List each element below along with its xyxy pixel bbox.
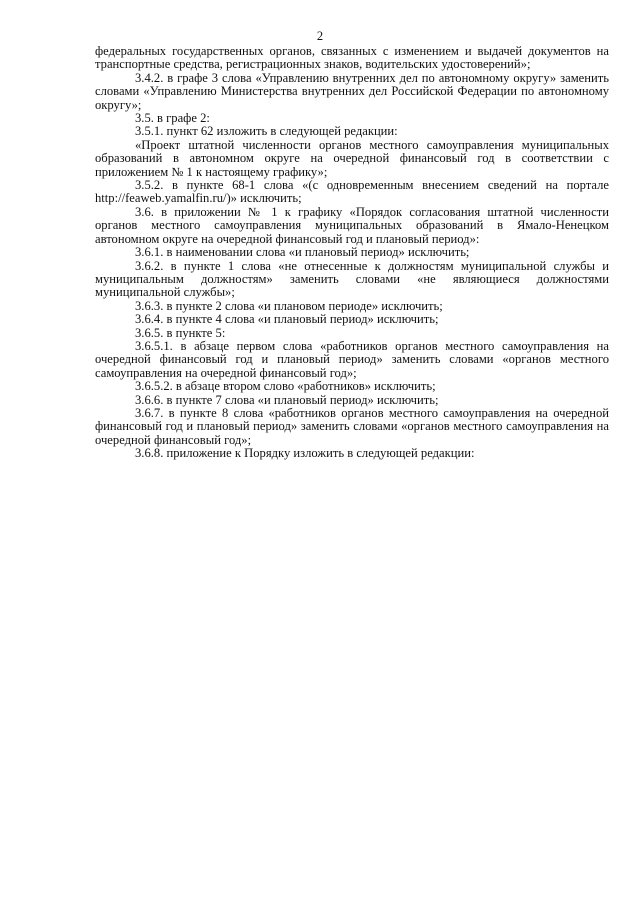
paragraph-3-6-6: 3.6.6. в пункте 7 слова «и плановый период» исключить; <box>135 392 439 407</box>
paragraph-3-5: 3.5. в графе 2: <box>135 111 210 126</box>
paragraph-3-6-7: 3.6.7. в пункте 8 слова «работников органов местного самоуправления на очередной финансовый год и плановый период» заменить словами «органов местного самоуправления на очередной финансовый год»; <box>95 405 609 447</box>
paragraph-3-6-5: 3.6.5. в пункте 5: <box>135 325 226 340</box>
paragraph-3-6-1: 3.6.1. в наименовании слова «и плановый период» исключить; <box>135 245 470 260</box>
paragraph-3-5-2: 3.5.2. в пункте 68-1 слова «(с одновременным внесением сведений на портале http://feaweb.yamalfin.ru/)» исключить; <box>95 178 609 206</box>
paragraph-3-6-8: 3.6.8. приложение к Порядку изложить в следующей редакции: <box>135 446 475 461</box>
paragraph-3-6-5-1: 3.6.5.1. в абзаце первом слова «работников органов местного самоуправления на очередной финансовый год и плановый период» заменить словами «органов местного самоуправления на очередной финансовый год»; <box>95 338 609 380</box>
paragraph-3-4-2: 3.4.2. в графе 3 слова «Управлению внутренних дел по автономному округу» заменить словами «Управлению Министерства внутренних дел Российской Федерации по автономному округу»; <box>95 70 609 112</box>
paragraph-3-6-2: 3.6.2. в пункте 1 слова «не отнесенные к должностям муниципальной службы и муниципальным должностям» заменить словами «не являющиеся должностями муниципальной службы»; <box>95 258 609 300</box>
paragraph-quote-project: «Проект штатной численности органов местного самоуправления муниципальных образований в автономном округе на очередной финансовый год в соответствии с приложением № 1 к настоящему графику»; <box>95 137 609 179</box>
paragraph-3-6: 3.6. в приложении № 1 к графику «Порядок согласования штатной численности органов местного самоуправления муниципальных образований в Ямало-Ненецком автономном округе на очередной финансовый год и плановый период»: <box>95 204 609 246</box>
paragraph-3-6-5-2: 3.6.5.2. в абзаце втором слово «работников» исключить; <box>135 379 436 394</box>
paragraph-3-6-3: 3.6.3. в пункте 2 слова «и плановом периоде» исключить; <box>135 298 443 313</box>
page-number: 2 <box>316 29 324 43</box>
paragraph-continuation: федеральных государственных органов, связанных с изменением и выдачей документов на транспортные средства, регистрационных знаков, водительских удостоверений»; <box>95 44 609 72</box>
document-body <box>95 45 609 461</box>
paragraph-3-5-1: 3.5.1. пункт 62 изложить в следующей редакции: <box>135 124 398 139</box>
paragraph-3-6-4: 3.6.4. в пункте 4 слова «и плановый период» исключить; <box>135 312 439 327</box>
